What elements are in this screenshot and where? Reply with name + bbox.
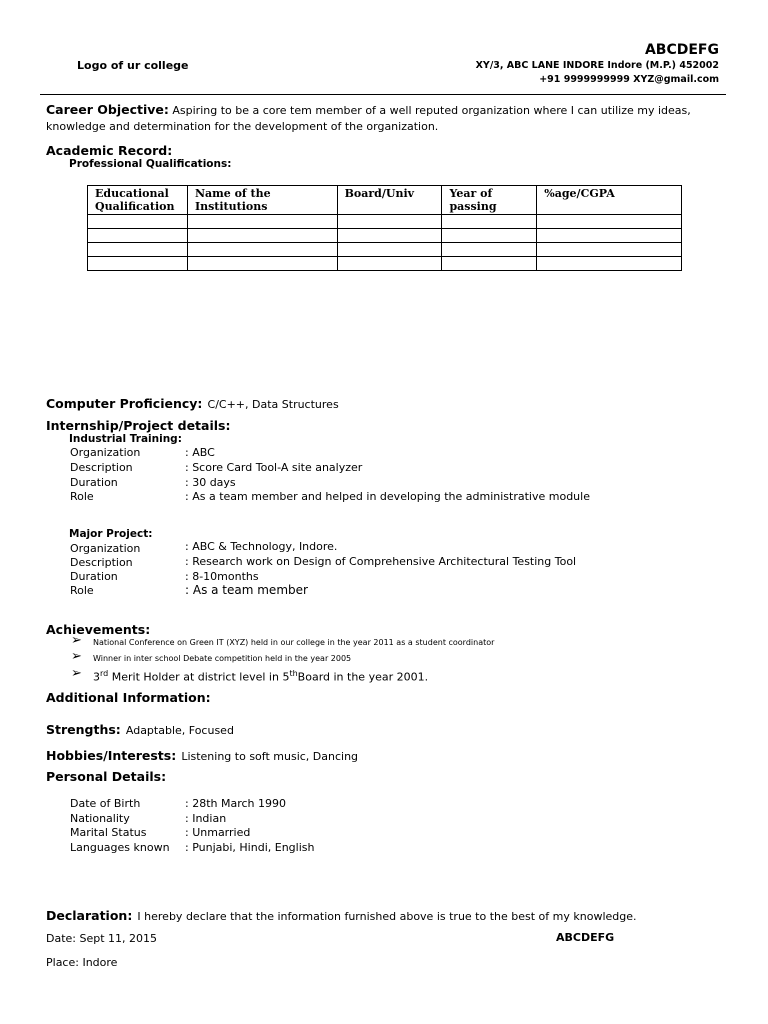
hobbies-title: Hobbies/Interests: [46, 748, 177, 763]
column-header: Year of passing [442, 186, 537, 215]
major-role-label: Role [70, 584, 94, 597]
personal-details-title: Personal Details: [46, 769, 167, 784]
major-duration-value: : 8-10months [185, 570, 259, 583]
additional-information-title: Additional Information: [46, 690, 211, 705]
column-header: Name of the Institutions [187, 186, 337, 215]
dob-value: : 28th March 1990 [185, 797, 287, 810]
dob-label: Date of Birth [70, 797, 141, 810]
major-description-value: : Research work on Design of Comprehensive Architectural Testing Tool [185, 555, 577, 568]
marital-status-value: : Unmarried [185, 826, 251, 839]
declaration [46, 905, 637, 924]
major-role-value: : As a team member [185, 583, 308, 597]
column-header: %age/CGPA [537, 186, 682, 215]
major-project-title: Major Project: [69, 528, 153, 540]
achievement-item: National Conference on Green IT (XYZ) held in our college in the year 2011 as a student coordinator [93, 638, 495, 647]
date-text: Date: Sept 11, 2015 [46, 932, 158, 945]
career-objective [46, 102, 726, 135]
achievement-item: Winner in inter school Debate competition held in the year 2005 [93, 654, 352, 663]
candidate-address: XY/3, ABC LANE INDORE Indore (M.P.) 452002 [475, 60, 719, 71]
arrow-bullet-icon: ➢ [71, 633, 82, 648]
column-header: Board/Univ [337, 186, 442, 215]
table-row [88, 243, 682, 257]
strengths [46, 719, 234, 738]
academic-record-title: Academic Record: [46, 143, 173, 158]
column-header: Educational Qualification [88, 186, 188, 215]
hobbies [46, 745, 358, 764]
strengths-title: Strengths: [46, 722, 121, 737]
industrial-duration-label: Duration [70, 476, 118, 489]
languages-value: : Punjabi, Hindi, English [185, 841, 315, 854]
industrial-description-label: Description [70, 461, 133, 474]
industrial-role-label: Role [70, 490, 94, 503]
major-description-label: Description [70, 556, 133, 569]
computer-proficiency-title: Computer Proficiency: [46, 396, 203, 411]
computer-proficiency [46, 393, 339, 412]
table-row [88, 257, 682, 271]
career-objective-title: Career Objective: [46, 102, 169, 117]
industrial-description-value: : Score Card Tool-A site analyzer [185, 461, 363, 474]
industrial-role-value: : As a team member and helped in developing the administrative module [185, 490, 590, 503]
major-organization-label: Organization [70, 542, 141, 555]
strengths-text: Adaptable, Focused [125, 724, 234, 737]
major-organization-value: : ABC & Technology, Indore. [185, 540, 338, 553]
arrow-bullet-icon: ➢ [71, 649, 82, 664]
computer-proficiency-text: C/C++, Data Structures [207, 398, 339, 411]
internship-title: Internship/Project details: [46, 418, 231, 433]
place-text: Place: Indore [46, 956, 118, 969]
table-header-row [88, 186, 682, 215]
table-row [88, 229, 682, 243]
hobbies-text: Listening to soft music, Dancing [181, 750, 359, 763]
table-row [88, 215, 682, 229]
languages-label: Languages known [70, 841, 170, 854]
career-objective-text: Aspiring to be a core tem member of a well reputed organization where I can utilize my ideas, knowledge and determination for the development of the organization. [46, 104, 691, 133]
college-logo-placeholder: Logo of ur college [77, 59, 189, 72]
signature-name: ABCDEFG [556, 931, 615, 944]
declaration-text: I hereby declare that the information furnished above is true to the best of my knowledge. [137, 910, 637, 923]
industrial-duration-value: : 30 days [185, 476, 236, 489]
major-duration-label: Duration [70, 570, 118, 583]
nationality-value: : Indian [185, 812, 227, 825]
candidate-name: ABCDEFG [644, 42, 719, 58]
professional-qualifications-title: Professional Qualifications: [69, 158, 232, 170]
achievement-item-merit: 3rd Merit Holder at district level in 5thBoard in the year 2001. [93, 669, 429, 684]
industrial-training-title: Industrial Training: [69, 433, 182, 445]
industrial-organization-label: Organization [70, 446, 141, 459]
declaration-title: Declaration: [46, 908, 133, 923]
header-divider [40, 94, 726, 95]
candidate-contact: +91 9999999999 XYZ@gmail.com [539, 74, 719, 85]
industrial-organization-value: : ABC [185, 446, 215, 459]
arrow-bullet-icon: ➢ [71, 666, 82, 681]
marital-status-label: Marital Status [70, 826, 147, 839]
nationality-label: Nationality [70, 812, 130, 825]
qualifications-table [87, 185, 682, 271]
achievements-title: Achievements: [46, 622, 151, 637]
